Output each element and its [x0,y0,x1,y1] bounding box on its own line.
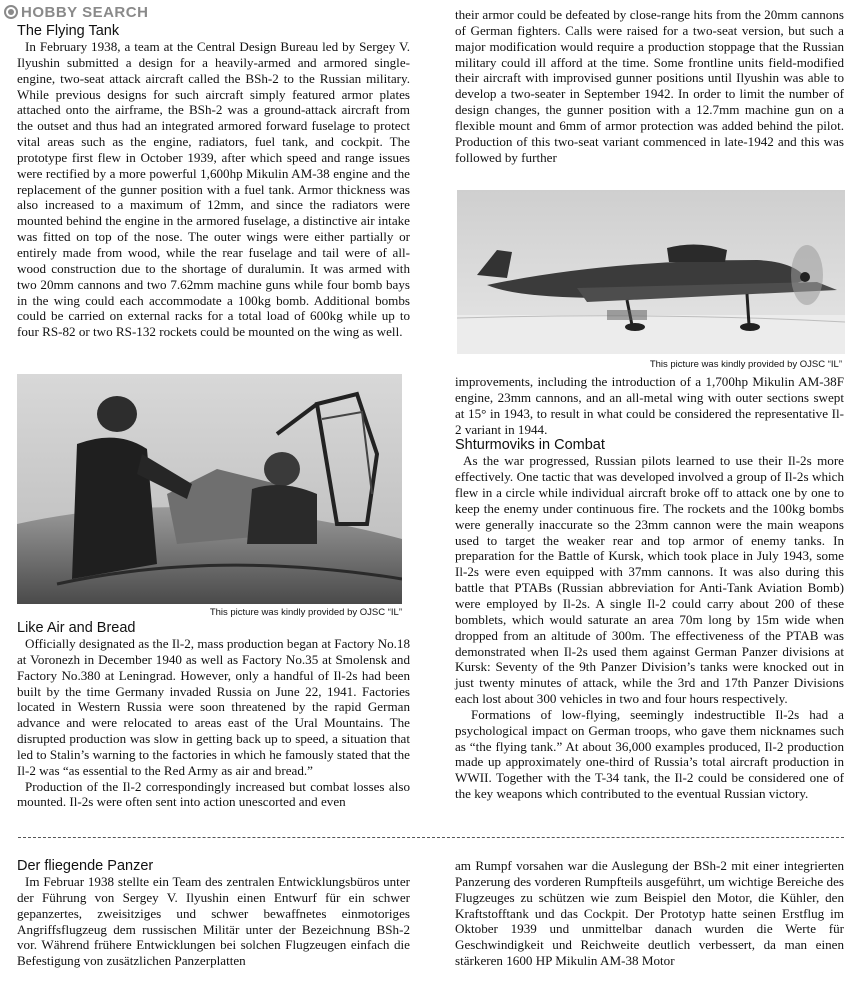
en-left-column-bottom [17,620,410,810]
section-title-air-bread: Like Air and Bread [17,620,136,636]
paragraph-flying-tank: In February 1938, a team at the Central Design Bureau led by Sergey V. Ilyushin submitted a design for a heavily-armed and armored single-engine, two-seat attack aircraft called the BSh-2 to the Russian military. While previous designs for such aircraft simply featured armor plates attached onto the airframe, the BSh-2 was a ground-attack aircraft from the outset and thus had an integrated armored forward fuselage to protect vital areas such as the engine, radiators, fuel tank, and cockpit. The prototype first flew in October 1939, after which speed and range issues were rectified by a more powerful 1,600hp Mikulin AM-38 engine and the replacement of the gunner position with a fuel tank. Armor thickness was also increased to a maximum of 12mm, and since the radiators were mounted behind the engine in the armored fuselage, a distinctive air intake was fitted on top of the nose. The outer wings were either partially or entirely made from wood, while the rear fuselage and tail were of all-wood construction due to the shortage of duralumin. It was armed with two 20mm cannons and two 7.62mm machine guns while four bomb bays in the wing could each accommodate a 100kg bomb. Additional bombs could be carried on external racks for a total load of 600kg while up to four RS-82 or two RS-132 rockets could be mounted on the wing as well. [17,39,410,340]
logo-icon [4,5,18,19]
photo-cockpit-crew [17,374,402,604]
photo-credit-cockpit: This picture was kindly provided by OJSC “IL” [209,607,402,618]
logo-text: HOBBY SEARCH [21,3,149,21]
section-title-german: Der fliegende Panzer [17,858,154,874]
de-left-column [17,858,410,969]
paragraph-air-bread-1: Officially designated as the Il-2, mass production began at Factory No.18 at Voronezh in December 1940 as well as Factory No.35 at Smolensk and Factory No.380 at Leningrad. However, only a handful of Il-2s had been built by the time Germany invaded Russia on June 22, 1941. Factories located in Western Russia were soon threatened by the rapid German advance and were relocated to areas east of the Ural Mountains. The disrupted production was slow in getting back up to speed, a situation that led to Stalin’s warning to the factories in which he famously stated that the Il-2 was “as essential to the Red Army as air and bread.” [17,636,410,778]
paragraph-shturmoviks-1: As the war progressed, Russian pilots learned to use their Il-2s more effectively. One tactic that was developed involved a group of Il-2s which flew in a circle while individual aircraft broke off to attack one by one to keep the enemy under continuous fire. The rockets and the 100kg bombs were generally inaccurate so the 23mm cannon were the main weapons used to target the weaker rear and top armor of enemy tanks. In preparation for the Battle of Kursk, which took place in July 1943, some Il-2s were even equipped with 37mm cannons. It was also during this battle that PTABs (Russian abbreviation for Anti-Tank Aviation Bomb) were employed by Il-2s. A single Il-2 could carry about 200 of these bomblets, which would saturate an area 70m long by 15m wide when dropped from an altitude of 300m. The effectiveness of the PTAB was demonstrated when Il-2s used them against German Panzer divisions at Kursk: Seventy of the 9th Panzer Division’s tanks were knocked out in just twenty minutes of attack, while the 3rd and 17th Panzer Divisions each lost about 300 vehicles in two and four hours respectively. [455,453,844,707]
de-right-column [455,858,844,969]
paragraph-two-seat: their armor could be defeated by close-range hits from the 20mm cannons of German fighters. Calls were raised for a two-seat version, but such a major modification would require a production stoppage that the Russian military could ill afford at the time. Some frontline units field-modified their aircraft with improvised gunner positions until Ilyushin was able to develop a two-seater in September 1942. In order to limit the number of design changes, the gunner position with a 12.7mm machine gun on a flexible mount and 6mm of armor protection was added behind the pilot. Production of this two-seat variant commenced in late-1942 and this was followed by further [455,7,844,165]
en-right-column-bottom [455,374,844,802]
en-right-column-top [455,7,844,165]
paragraph-shturmoviks-2: Formations of low-flying, seemingly indestructible Il-2s had a psychological impact on German troops, who gave them nicknames such as “the flying tank.” At about 36,000 examples produced, Il-2 production made up approximately one-third of Russia’s total aircraft production in WWII. Together with the T-34 tank, the Il-2 could be considered one of the key weapons which contributed to the eventual Russian victory. [455,706,844,802]
logo [4,4,148,20]
language-divider [18,837,844,838]
paragraph-air-bread-2: Production of the Il-2 correspondingly increased but combat losses also mounted. Il-2s were often sent into action unescorted and even [17,778,410,810]
section-title-shturmoviks: Shturmoviks in Combat [455,437,605,454]
photo-credit-aircraft: This picture was kindly provided by OJSC “IL” [649,359,842,370]
photo-il2-aircraft-image [457,190,845,354]
section-title-flying-tank: The Flying Tank [17,23,120,39]
paragraph-improvements: improvements, including the introduction of a 1,700hp Mikulin AM-38F engine, 23mm cannons, and an all-metal wing with outer sections swept at 15° in 1943, to result in what could be considered the representative Il-2 variant in 1944. [455,374,844,437]
photo-cockpit-crew-image [17,374,402,604]
en-left-column-top [17,23,410,340]
paragraph-german-left: Im Februar 1938 stellte ein Team des zentralen Entwicklungsbüros unter der Führung von Sergey V. Ilyushin einen Entwurf für ein schwer gepanzertes, zweisitziges und schwer bewaffnetes einmotoriges Angriffsflugzeug dem russischen Militär unter der Bezeichnung BSh-2 vor. Während frühere Entwicklungen bei solchen Flugzeugen einfach die Befestigung von zusätzlichen Panzerplatten [17,874,410,969]
photo-il2-aircraft [457,190,845,354]
paragraph-german-right: am Rumpf vorsahen war die Auslegung der BSh-2 mit einer integrierten Panzerung des vorderen Rumpfteils ausgeführt, um wichtige Bereiche des Flugzeuges zu schützen wie zum Beispiel den Motor, die Kühler, den Kraftstofftank und das Cockpit. Der Prototyp hatte seinen Erstflug im Oktober 1939 und unmittelbar danach wurden die Werte für Geschwindigkeit und Reichweite deutlich verbessert, da man einen stärkeren 1600 HP Mikulin AM-38 Motor [455,858,844,969]
